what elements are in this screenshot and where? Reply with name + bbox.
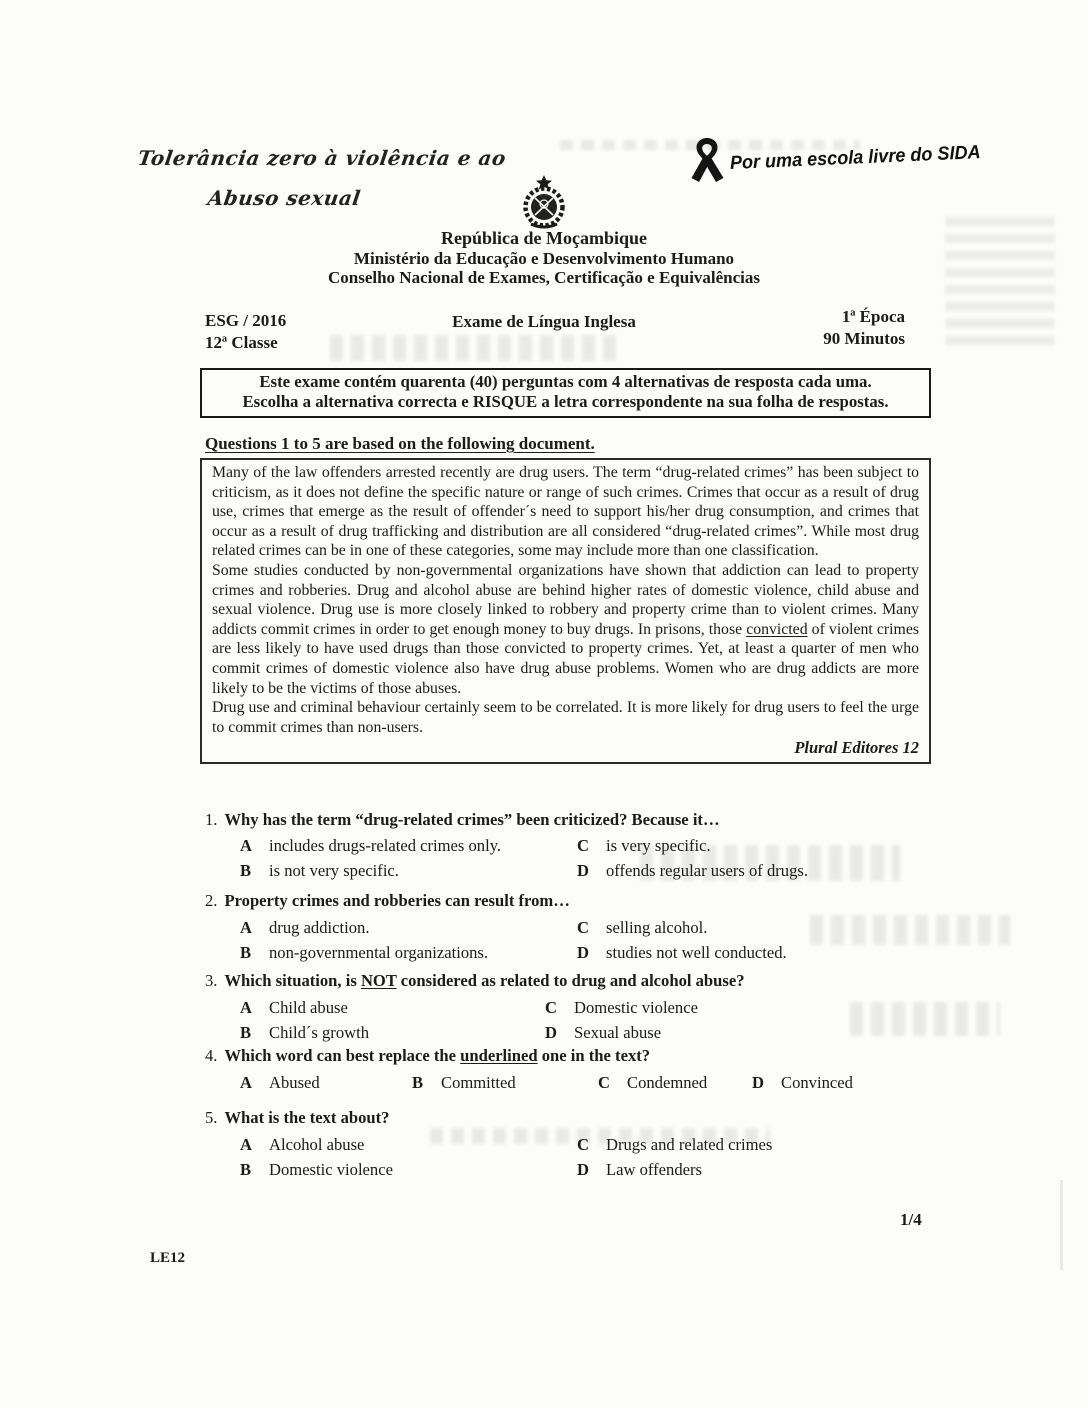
question-5-option-a: A Alcohol abuse [240, 1135, 365, 1154]
question-5-option-b: B Domestic violence [240, 1160, 393, 1179]
underlined-word: convicted [746, 620, 808, 638]
question-3-option-a: A Child abuse [240, 998, 348, 1017]
question-1-prompt: 1. Why has the term “drug-related crimes” been criticized? Because it… [205, 810, 720, 829]
motto-line-2: Abuso sexual [206, 186, 363, 210]
exam-title: Exame de Língua Inglesa [452, 312, 636, 331]
exam-session: 1ª Época [841, 307, 905, 326]
question-4-option-c: C Condemned [598, 1073, 708, 1092]
exam-form-code: LE12 [150, 1250, 186, 1266]
passage-paragraph-1: Many of the law offenders arrested recently are drug users. The term “drug-related crimes” has been subject to criticism, as it does not define the specific nature or range of such crimes. Crimes that occur as a result of drug use, crimes that emerge as the result of offender´s need to support his/her drug consumption, and crimes that occur as a result of drug trafficking and distribution are all considered “drug-related crimes”. While most drug related crimes can be in one of these categories, some may include more than one classification. [212, 464, 919, 560]
scan-artifact [810, 915, 1010, 945]
question-2-option-b: B non-governmental organizations. [240, 943, 489, 962]
exam-grade: 12ª Classe [205, 333, 278, 352]
reading-passage [200, 458, 931, 764]
instructions-box [200, 368, 931, 418]
scan-artifact [330, 335, 620, 361]
question-1-option-b: B is not very specific. [240, 861, 399, 880]
question-3-option-d: D Sexual abuse [545, 1023, 662, 1042]
passage-paragraph-2: Some studies conducted by non-governmental organizations have shown that addiction can lead to property crimes and robberies. Drug and alcohol abuse are behind higher rates of domestic violence, child abuse and sexual violence. Drug use is more closely linked to robbery and property crime than to violent crimes. Many addicts commit crimes in order to get enough money to buy drugs. In prisons, those convicted of violent crimes are less likely to have used drugs than those convicted to property crimes. Yet, at least a quarter of men who commit crimes of domestic violence also have drug abuse problems. Women who are drug addicts are more likely to be the victims of those abuses. [212, 561, 919, 697]
question-3-option-c: C Domestic violence [545, 998, 698, 1017]
instructions-line-1: Este exame contém quarenta (40) perguntas com 4 alternativas de resposta cada uma. [259, 372, 872, 391]
question-4-prompt: 4. Which word can best replace the underlined one in the text? [205, 1046, 651, 1065]
council-title: Conselho Nacional de Exames, Certificação e Equivalências [327, 268, 761, 287]
scan-artifact [1060, 1180, 1063, 1270]
question-4-option-d: D Convinced [752, 1073, 853, 1092]
question-1-option-d: D offends regular users of drugs. [577, 861, 808, 880]
question-2-prompt: 2. Property crimes and robberies can result from… [205, 891, 570, 910]
question-2-option-d: D studies not well conducted. [577, 943, 787, 962]
motto-line-1: Tolerância zero à violência e ao [136, 146, 508, 170]
republic-title: República de Moçambique [440, 228, 647, 248]
question-5-option-d: D Law offenders [577, 1160, 702, 1179]
exam-code: ESG / 2016 [205, 311, 287, 330]
passage-heading: Questions 1 to 5 are based on the following document. [205, 434, 595, 453]
scan-artifact [850, 1002, 1000, 1036]
instructions-line-2: Escolha a alternativa correcta e RISQUE a letra correspondente na sua folha de respostas. [242, 392, 889, 411]
campaign-slogan: Por uma escola livre do SIDA [729, 142, 981, 174]
page-number: 1/4 [900, 1210, 922, 1229]
question-1-option-a: A includes drugs-related crimes only. [240, 836, 502, 855]
question-3-option-b: B Child´s growth [240, 1023, 370, 1042]
question-5-option-c: C Drugs and related crimes [577, 1135, 773, 1154]
aids-ribbon-icon [686, 135, 728, 192]
question-2-option-c: C selling alcohol. [577, 918, 708, 937]
question-5-prompt: 5. What is the text about? [205, 1108, 390, 1127]
question-1-option-c: C is very specific. [577, 836, 711, 855]
ministry-title: Ministério da Educação e Desenvolvimento Humano [353, 249, 735, 268]
question-4-option-a: A Abused [240, 1073, 320, 1092]
question-2-option-a: A drug addiction. [240, 918, 370, 937]
passage-paragraph-3: Drug use and criminal behaviour certainly seem to be correlated. It is more likely for drug users to feel the urge to commit crimes than non-users. [212, 699, 919, 736]
question-3-prompt: 3. Which situation, is NOT considered as related to drug and alcohol abuse? [205, 971, 745, 990]
passage-source: Plural Editores 12 [794, 738, 919, 758]
question-4-option-b: B Committed [412, 1073, 516, 1092]
exam-duration: 90 Minutos [823, 329, 905, 348]
